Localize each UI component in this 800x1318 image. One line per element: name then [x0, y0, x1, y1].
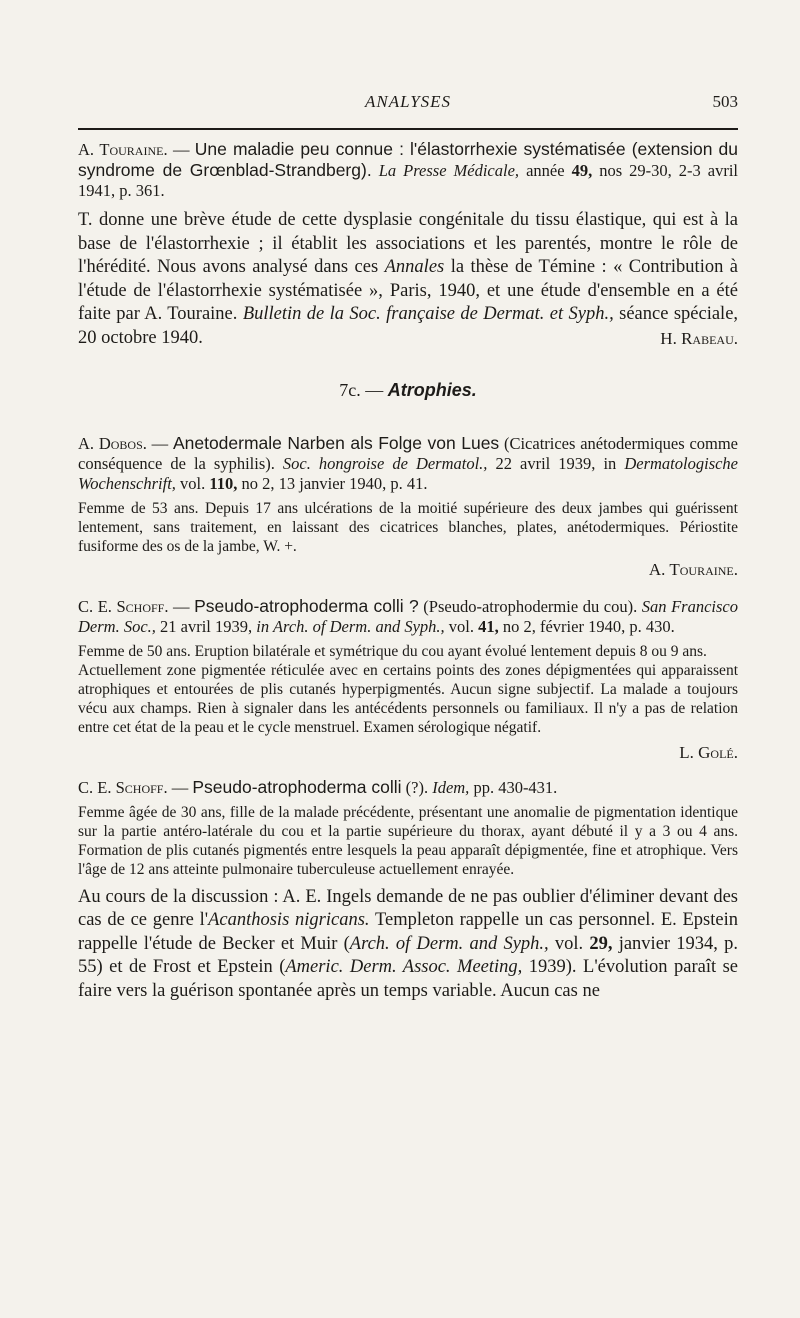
volume-label: vol. — [180, 474, 206, 493]
volume: 110, — [209, 474, 238, 493]
journal-ref: Arch. of Derm. and Syph., — [349, 933, 549, 954]
body-text: Au cours de la discussion : A. E. Ingels demande de ne pas oublier d'éliminer devant des cas de ce genre l' — [78, 886, 738, 931]
page-content — [78, 139, 738, 1003]
dash: — — [151, 434, 169, 453]
header-rule — [78, 128, 738, 130]
signature: A. Touraine. — [648, 560, 738, 580]
volume: 29, — [589, 933, 613, 954]
author-initial: A. — [78, 140, 95, 159]
volume-label: vol. — [448, 617, 474, 637]
journal-name: in Arch. of Derm. and Syph., — [256, 617, 445, 637]
author-initial: C. E. — [78, 597, 112, 617]
body-text: séance spéciale, 20 octobre 1940. — [78, 304, 739, 348]
schoff-reference-2 — [78, 777, 738, 798]
journal-name: Idem, — [432, 778, 470, 798]
section-title: Atrophies. — [387, 380, 477, 400]
article-title: Une maladie peu connue : l'élastorrhexie systématisée (extension du syndrome de Grœnblad-Strandberg). — [78, 139, 738, 180]
journal-name: La Presse Médicale, — [378, 161, 520, 180]
schoff-reference-1 — [78, 596, 738, 637]
issue-details: pp. 430-431. — [473, 778, 558, 798]
issue-details: no 2, 13 janvier 1940, p. 41. — [241, 474, 428, 493]
article-subtitle: (Cicatrices anétodermiques comme conséquence de la syphilis). — [78, 434, 739, 473]
article-title: Pseudo-atrophoderma colli ? — [194, 596, 419, 617]
author-initial: C. E. — [78, 778, 112, 798]
article-subtitle: (Pseudo-atrophodermie du cou). — [423, 597, 638, 617]
signature: L. Golé. — [679, 743, 738, 763]
journal-ref: Annales — [384, 257, 445, 277]
dobos-body: Femme de 53 ans. Depuis 17 ans ulcérations de la moitié supérieure des deux jambes qui guérissent lentement, sans traitement, en laissant des cicatrices blanches, plates, anétodermiques. Périostite fusiforme des os de la jambe, W. +. — [78, 500, 738, 555]
author-name: Dobos. — [98, 434, 147, 453]
schoff2-body-2 — [78, 886, 738, 1004]
page-header — [78, 92, 738, 118]
schoff1-body-2: Actuellement zone pigmentée réticulée avec en certains points des zones dépigmentées qui apparaissent atrophiques et entourées de plis cutanés hyperpigmentés. Aucun signe subjectif. La malade a toujours vécu aux champs. Rien à signaler dans les antécédents personnels ou familiaux. Il n'y a pas de relation entre cet état de la peau et le cycle menstruel. Examen sérologique négatif. — [78, 662, 738, 736]
issue-details: no 2, février 1940, p. 430. — [502, 617, 675, 637]
dobos-reference — [78, 433, 738, 494]
body-text: janvier 1934, p. 55) et de Frost et Epstein ( — [78, 933, 738, 978]
author-name: Schoff. — [115, 778, 168, 798]
touraine-reference — [78, 139, 738, 201]
volume-label: vol. — [554, 933, 584, 954]
article-subtitle: (?). — [405, 778, 429, 798]
journal-name: Soc. hongroise de Dermatol., — [282, 454, 488, 473]
page-number: 503 — [712, 92, 738, 111]
schoff1-body-1: Femme de 50 ans. Eruption bilatérale et symétrique du cou ayant évolué lentement depuis 8 ou 9 ans. — [78, 643, 707, 661]
section-number: 7c. — — [339, 380, 384, 400]
article-title: Pseudo-atrophoderma colli — [192, 777, 402, 798]
issue-details: nos 29-30, 2-3 avril 1941, p. 361. — [78, 161, 739, 200]
journal-name: San Francisco Derm. Soc., — [78, 597, 739, 637]
date: 22 avril 1939, in — [495, 454, 617, 473]
touraine-body — [78, 209, 738, 350]
schoff2-body-1: Femme âgée de 30 ans, fille de la malade précédente, présentant une anomalie de pigmentation identique sur la partie antéro-latérale du cou et la partie supérieure du thorax, ayant débuté il y a 3 ou 4 ans. Formation de plis cutanés pigmentés entre lesquels la peau apparaît dépigmentée, fine et atrophique. Vers l'âge de 12 ans atteinte pulmonaire tuberculeuse actuellement enrayée. — [78, 804, 738, 878]
volume: 41, — [478, 617, 499, 637]
body-text: Templeton rappelle un cas personnel. E. Epstein rappelle l'étude de Becker et Muir ( — [78, 910, 738, 954]
author-name: Schoff. — [116, 597, 169, 617]
disease-name: Acanthosis nigricans. — [208, 910, 370, 931]
dash: — — [173, 597, 190, 617]
section-heading — [78, 380, 738, 401]
year-label: année — [526, 161, 565, 180]
journal-name: Dermatologische Wochenschrift, — [78, 454, 739, 493]
body-text: la thèse de Témine : « Contribution à l'étude de l'élastorrhexie systématisée », Paris, 1940, et une étude d'ensemble en a été faite par A. Touraine. — [78, 257, 739, 324]
date: 21 avril 1939, — [160, 617, 253, 637]
volume: 49, — [571, 161, 593, 180]
journal-ref: Bulletin de la Soc. française de Dermat. et Syph., — [242, 304, 614, 324]
journal-ref: Americ. Derm. Assoc. Meeting, — [285, 957, 523, 978]
body-text: T. donne une brève étude de cette dysplasie congénitale du tissu élastique, qui est à la base de l'élastorrhexie ; il établit les associations et les parentés, montre le rôle de l'hérédité. Nous avons analysé dans ces — [78, 210, 738, 277]
running-title: ANALYSES — [364, 92, 452, 111]
signature: H. Rabeau. — [660, 328, 738, 348]
dash: — — [171, 778, 189, 798]
author-initial: A. — [78, 434, 95, 453]
dash: — — [172, 140, 190, 159]
article-title: Anetodermale Narben als Folge von Lues — [172, 433, 500, 453]
author-name: Touraine. — [99, 140, 168, 159]
body-text: 1939). L'évolution paraît se faire vers la guérison spontanée après un temps variable. Aucun cas ne — [78, 957, 739, 1001]
